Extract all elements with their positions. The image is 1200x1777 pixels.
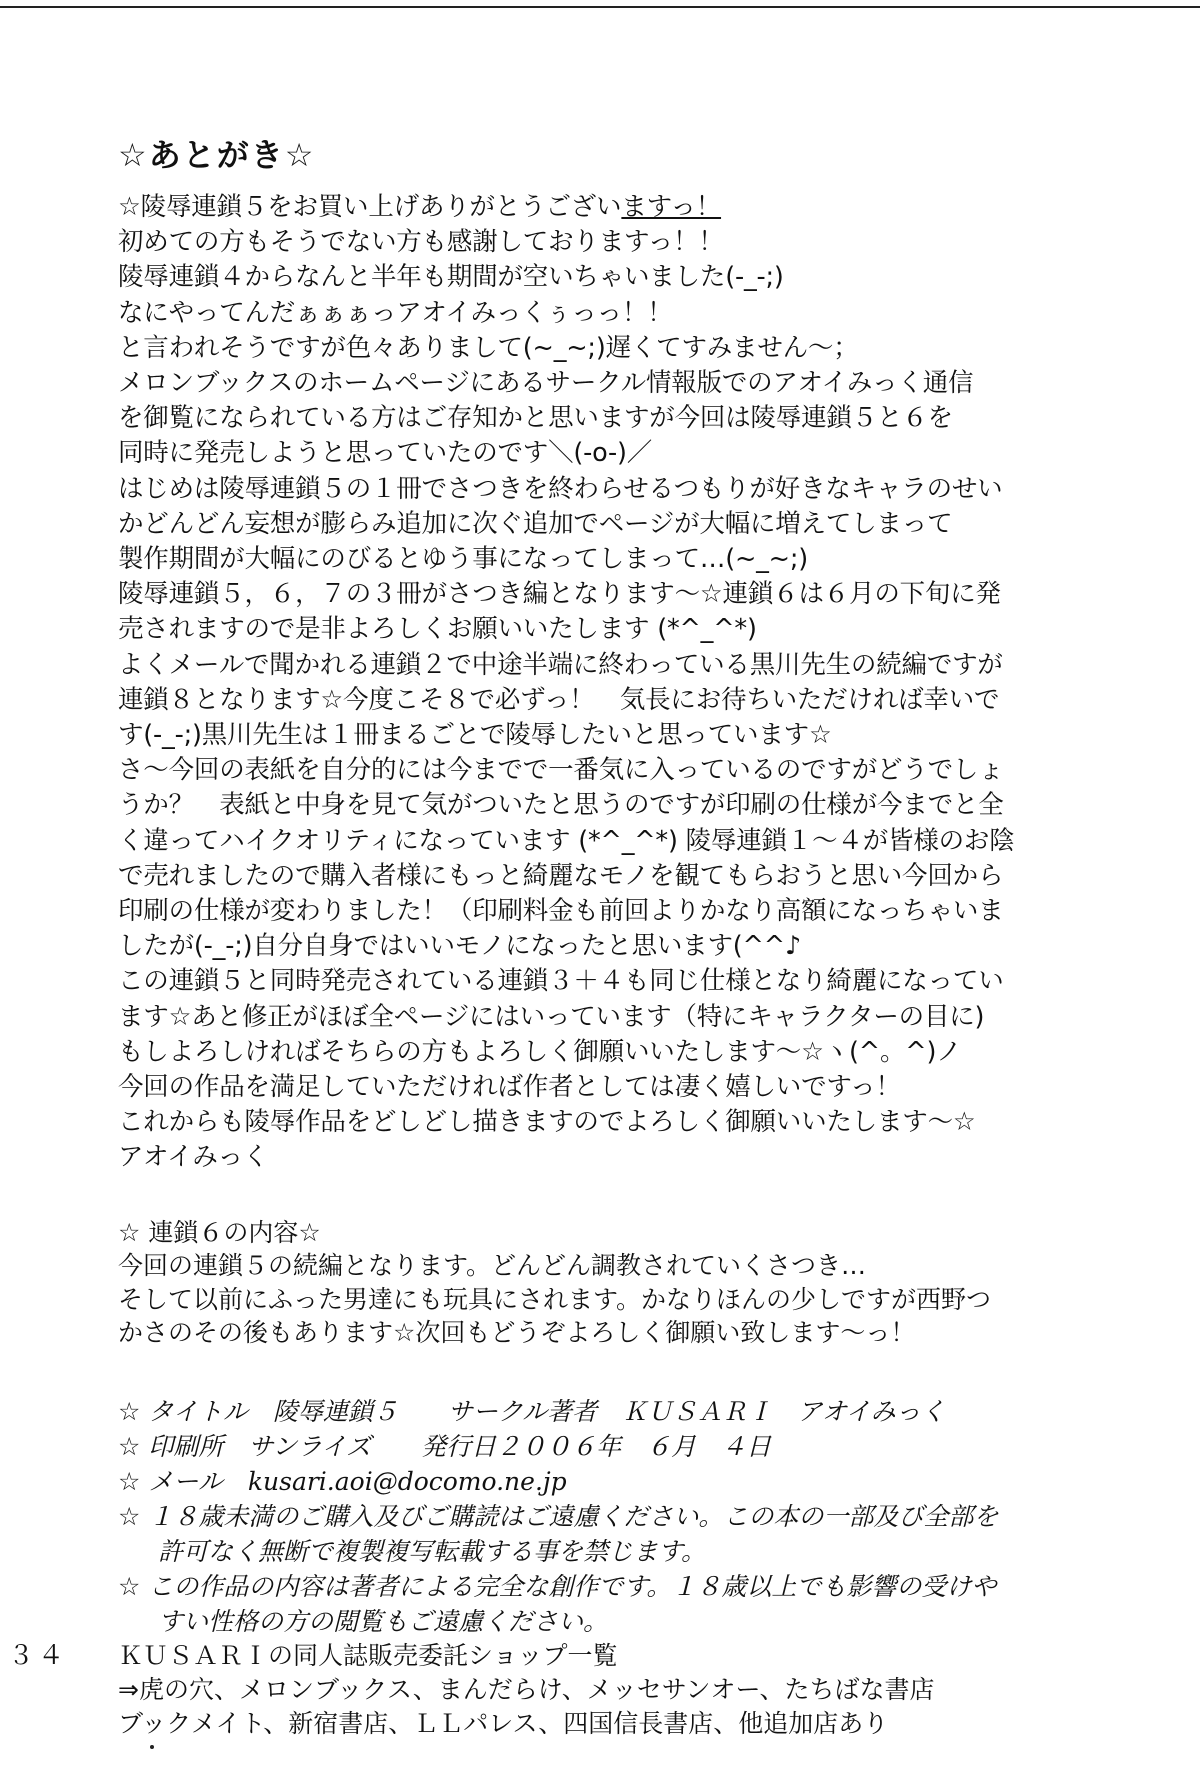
next-volume-heading: ☆ 連鎖６の内容☆ [118, 1217, 321, 1247]
mail-label: ☆ メール [118, 1466, 248, 1496]
shop-list-line-1: ⇒虎の穴、メロンブックス、まんだらけ、メッセサンオー、たちばな書店 [118, 1674, 935, 1704]
afterword-line: と言われそうですが色々ありまして(~_~;)遅くてすみません～； [118, 332, 859, 363]
afterword-line: ☆陵辱連鎖５をお買い上げありがとうございますっ！ [118, 192, 722, 222]
next-volume-line: そして以前にふった男達にも玩具にされます。かなりほんの少しですが西野つ [118, 1284, 992, 1314]
colophon-mail-line [118, 1464, 1158, 1499]
afterword-line: を御覧になられている方はご存知かと思いますが今回は陵辱連鎖５と６を [118, 403, 953, 434]
colophon-title-line: ☆ タイトル 陵辱連鎖５ サークル著者 ＫＵＳＡＲＩ アオイみっく [118, 1396, 946, 1426]
afterword-line: 売されますので是非よろしくお願いいたします (*^_^*) [118, 614, 757, 645]
afterword-page [118, 130, 1158, 1741]
age-notice-line-2: 許可なく無断で複製複写転載する事を禁じます。 [158, 1536, 707, 1566]
next-volume-line: かさのその後もあります☆次回もどうぞよろしく御願い致します～っ！ [118, 1318, 916, 1348]
afterword-line: うか？ 表紙と中身を見て気がついたと思うのですが印刷の仕様が今までと全 [118, 790, 1004, 821]
afterword-line: これからも陵辱作品をどしどし描きますのでよろしく御願いいたします～☆ [118, 1107, 976, 1138]
afterword-line: もしよろしければそちらの方もよろしく御願いいたします～☆ヽ(^。^)ノ [118, 1036, 962, 1067]
afterword-line: 同時に発売しようと思っていたのです＼(-o-)／ [118, 438, 653, 469]
age-notice-line-1: ☆ １８歳未満のご購入及びご購読はご遠慮ください。この本の一部及び全部を [118, 1501, 999, 1531]
afterword-line: 連鎖８となります☆今度こそ８で必ずっ！ 気長にお待ちいただければ幸いで [118, 684, 1000, 715]
colophon-printer-line: ☆ 印刷所 サンライズ 発行日２００６年 ６月 ４日 [118, 1431, 772, 1461]
afterword-line: さ～今回の表紙を自分的には今までで一番気に入っているのですがどうでしょ [118, 755, 1004, 786]
shop-list [118, 1639, 1158, 1741]
afterword-line: く違ってハイクオリティになっています (*^_^*) 陵辱連鎖１～４が皆様のお陰 [118, 825, 1015, 856]
afterword-line: 今回の作品を満足していただければ作者としては凄く嬉しいですっ！ [118, 1072, 901, 1103]
content-notice-line-2: すい性格の方の閲覧もご遠慮ください。 [158, 1606, 609, 1636]
next-volume-line: 今回の連鎖５の続編となります。どんどん調教されていくさつき… [118, 1251, 867, 1281]
afterword-line: メロンブックスのホームページにあるサークル情報版でのアオイみっく通信 [118, 368, 974, 399]
afterword-line: で売れましたので購入者様にもっと綺麗なモノを観てもらおうと思い今回から [118, 860, 1004, 891]
afterword-line: したが(-_-;)自分自身ではいいモノになったと思います(^^♪ [118, 931, 801, 962]
afterword-line: なにやってんだぁぁぁっアオイみっくぅっっ！！ [118, 297, 673, 328]
page-number: ３４ [8, 1641, 69, 1671]
content-notice-line-1: ☆ この作品の内容は著者による完全な創作です。１８歳以上でも影響の受けや [118, 1571, 997, 1601]
mail-address: kusari.aoi@docomo.ne.jp [247, 1466, 567, 1496]
afterword-line: この連鎖５と同時発売されている連鎖３＋４も同じ仕様となり綺麗になってい [118, 966, 1004, 997]
afterword-line: 陵辱連鎖４からなんと半年も期間が空いちゃいました(-_-;) [118, 262, 784, 293]
afterword-line: 初めての方もそうでない方も感謝しておりますっ！！ [118, 227, 724, 258]
afterword-line: アオイみっく [118, 1142, 269, 1173]
afterword-line: 製作期間が大幅にのびるとゆう事になってしまって…(~_~;) [118, 544, 808, 575]
afterword-line: 印刷の仕様が変わりました！（印刷料金も前回よりかなり高額になっちゃいま [118, 896, 1004, 927]
afterword-line: 陵辱連鎖５，６，７の３冊がさつき編となります～☆連鎖６は６月の下旬に発 [118, 579, 1001, 610]
afterword-line: ます☆あと修正がほぼ全ページにはいっています（特にキャラクターの目に) [118, 1001, 985, 1032]
afterword-line: はじめは陵辱連鎖５の１冊でさつきを終わらせるつもりが好きなキャラのせい [118, 473, 1003, 504]
afterword-line: かどんどん妄想が膨らみ追加に次ぐ追加でページが大幅に増えてしまって [118, 508, 953, 539]
afterword-body [118, 190, 1158, 1176]
stray-mark [150, 1745, 154, 1749]
next-volume-body [118, 1249, 1158, 1350]
colophon [118, 1394, 1158, 1639]
afterword-heading: ☆あとがき☆ [118, 136, 316, 174]
afterword-line: よくメールで聞かれる連鎖２で中途半端に終わっている黒川先生の続編ですが [118, 649, 1003, 680]
shop-list-heading: ＫＵＳＡＲＩの同人誌販売委託ショップ一覧 [118, 1640, 618, 1670]
top-border-line [0, 6, 1200, 8]
next-volume-section [118, 1216, 1158, 1350]
shop-list-line-2: ブックメイト、新宿書店、ＬＬパレス、四国信長書店、他追加店あり [118, 1708, 889, 1738]
afterword-line: す(-_-;)黒川先生は１冊まるごとで陵辱したいと思っています☆ [118, 720, 832, 751]
